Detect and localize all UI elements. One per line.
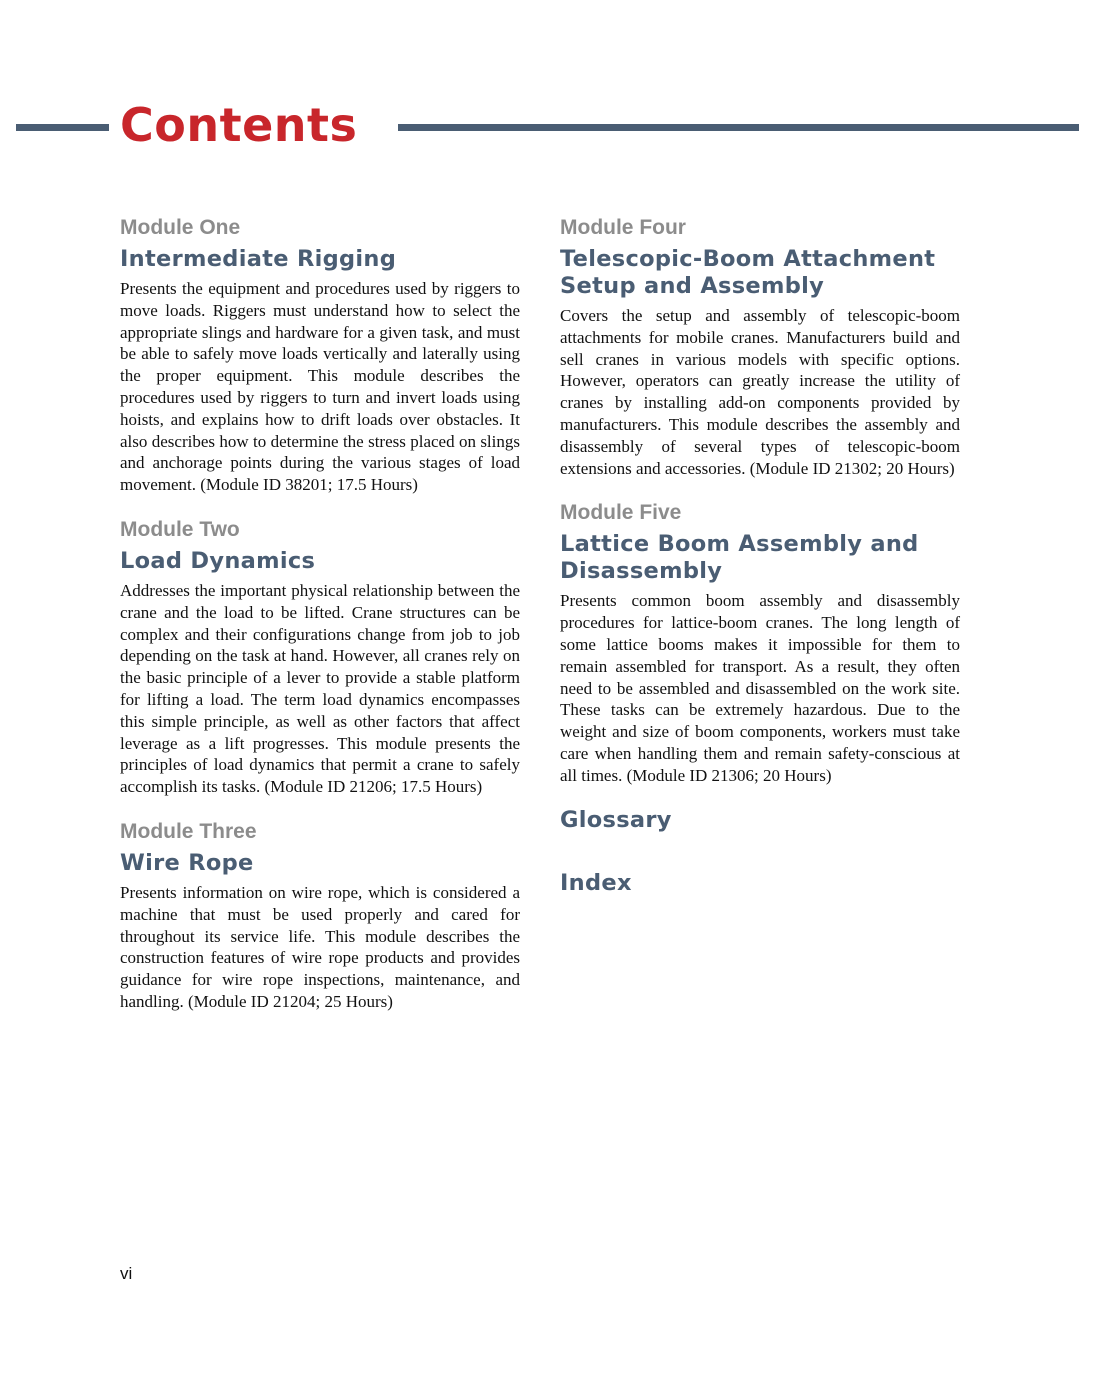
page-header	[0, 96, 1110, 160]
page-number: vi	[120, 1264, 133, 1283]
glossary-heading[interactable]: Glossary	[560, 806, 672, 833]
module-label: Module Five	[560, 501, 682, 525]
module-entry-two	[120, 516, 520, 798]
module-label: Module One	[120, 216, 241, 239]
module-description: Presents the equipment and procedures used by riggers to move loads. Riggers must understand how to select the appropriate slings and hardware for a given task, and must be able to safely move loads vertically and laterally using the proper equipment. This module describes the procedures used by riggers to turn and invert loads using hoists, and explains how to drift loads over obstacles. It also describes how to determine the stress placed on slings and anchorage points during the various stages of load movement. (Module ID 38201; 17.5 Hours)	[120, 279, 520, 495]
module-description: Covers the setup and assembly of telescopic-boom attachments for mobile cranes. Manufacturers build and sell cranes in various models with specific options. However, operators can greatly increase the utility of cranes by installing add-on components provided by manufacturers. This module describes the assembly and disassembly of several types of telescopic-boom extensions and accessories. (Module ID 21302; 20 Hours)	[560, 306, 960, 478]
contents-column-right	[560, 214, 960, 897]
module-entry-one	[120, 214, 520, 496]
module-entry-five	[560, 499, 960, 786]
header-rule-left	[16, 124, 109, 131]
module-description: Presents information on wire rope, which is considered a machine that must be used properly and cared for throughout its service life. This module describes the construction features of wire rope products and provides guidance for wire rope inspections, maintenance, and handling. (Module ID 21204; 25 Hours)	[120, 882, 520, 1011]
module-title[interactable]: Wire Rope	[120, 849, 254, 876]
module-title[interactable]: Load Dynamics	[120, 547, 316, 574]
index-heading[interactable]: Index	[560, 869, 632, 896]
module-label: Module Four	[560, 216, 686, 239]
module-description: Presents common boom assembly and disassembly procedures for lattice-boom cranes. The long length of some lattice booms makes it impossible for them to remain assembled for transport. As a result, they often need to be assembled and disassembled on the work site. These tasks can be extremely hazardous. Due to the weight and size of boom components, workers must take care when handling them and remain safety-conscious at all times. (Module ID 21306; 20 Hours)	[560, 591, 960, 785]
module-label: Module Three	[120, 819, 257, 843]
module-entry-four	[560, 214, 960, 479]
module-label: Module Two	[120, 517, 240, 541]
module-title[interactable]: Telescopic-Boom Attachment Setup and Assembly	[560, 246, 936, 299]
module-entry-three	[120, 818, 520, 1013]
contents-column-left	[120, 214, 520, 1033]
page-title: Contents	[120, 98, 358, 152]
header-rule-right	[398, 124, 1079, 131]
module-title[interactable]: Intermediate Rigging	[120, 246, 397, 272]
module-description: Addresses the important physical relationship between the crane and the load to be lifted. Crane structures can be complex and their configurations change from job to job depending on the task at hand. However, all cranes rely on the basic principle of a lever to provide a stable platform for lifting a load. The term load dynamics encompasses this simple principle, as well as other factors that affect leverage as a lift progresses. This module presents the principles of load dynamics that permit a crane to safely accomplish its tasks. (Module ID 21206; 17.5 Hours)	[120, 580, 520, 797]
module-title[interactable]: Lattice Boom Assembly and Disassembly	[560, 531, 919, 585]
